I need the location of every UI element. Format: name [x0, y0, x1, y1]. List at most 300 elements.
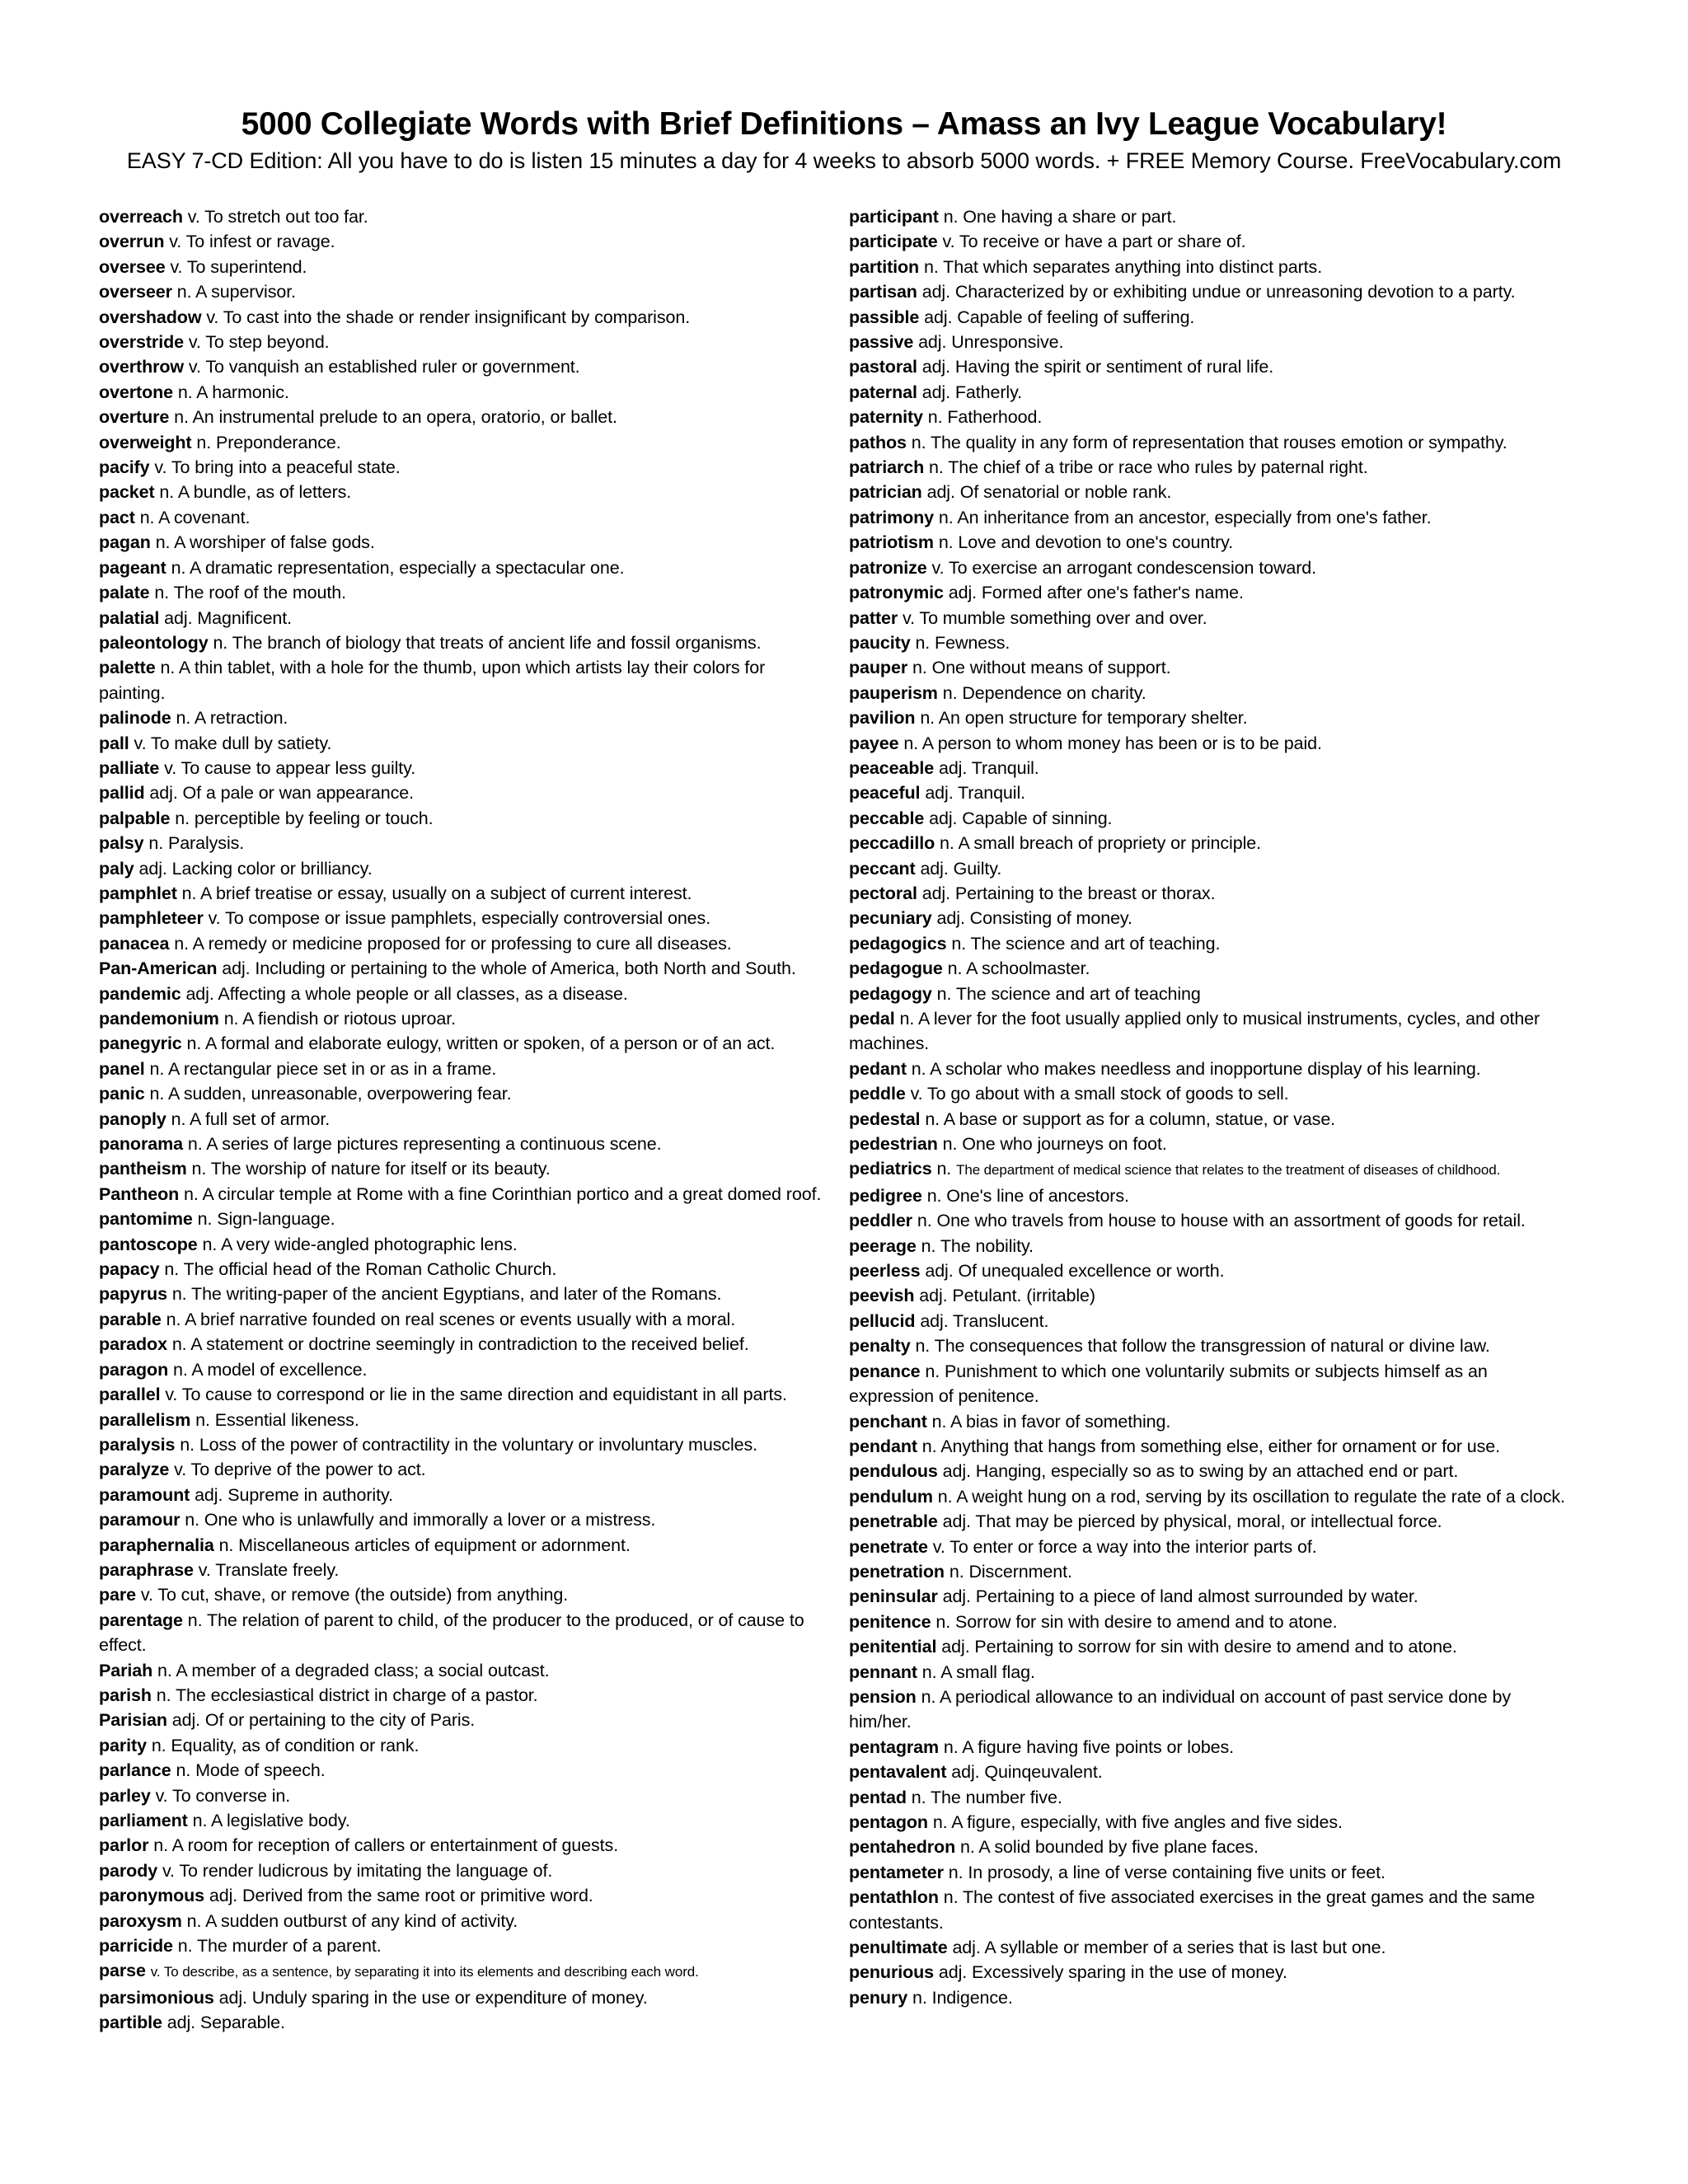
- vocab-entry: [99, 831, 832, 855]
- vocab-definition: n. One who travels from house to house with an assortment of goods for retail.: [917, 1211, 1526, 1231]
- vocab-definition: v. Translate freely.: [198, 1559, 340, 1580]
- vocab-term: overtone: [99, 382, 173, 402]
- vocab-entry: [99, 1558, 832, 1582]
- vocab-entry: [99, 530, 832, 555]
- vocab-entry: [99, 806, 832, 831]
- vocab-entry: [849, 1660, 1574, 1685]
- vocab-term: pamphleteer: [99, 908, 204, 929]
- vocab-entry: [99, 1132, 832, 1156]
- vocab-definition: adj. Pertaining to a piece of land almost surrounded by water.: [942, 1586, 1418, 1607]
- vocab-term: parish: [99, 1685, 152, 1705]
- vocab-term: paternal: [849, 382, 917, 402]
- vocab-entry: [849, 1860, 1574, 1885]
- vocab-definition: n. Equality, as of condition or rank.: [151, 1735, 420, 1755]
- vocab-definition: n. That which separates anything into distinct parts.: [923, 256, 1323, 277]
- vocab-entry: [99, 1307, 832, 1332]
- vocab-term: penurious: [849, 1962, 935, 1983]
- vocab-definition: n. A statement or doctrine seemingly in contradiction to the received belief.: [171, 1334, 749, 1355]
- vocab-term: participate: [849, 232, 938, 252]
- vocab-term: partisan: [849, 282, 917, 302]
- vocab-term: palinode: [99, 708, 171, 729]
- vocab-term: parsimonious: [99, 1987, 214, 2008]
- vocab-entry: [849, 1584, 1574, 1609]
- vocab-term: partition: [849, 256, 920, 277]
- vocab-entry: [849, 380, 1574, 405]
- vocab-definition: n. A supervisor.: [176, 282, 296, 302]
- vocab-definition: adj. Consisting of money.: [936, 908, 1132, 929]
- vocab-entry: [99, 1985, 832, 2010]
- vocab-entry: [849, 806, 1574, 831]
- vocab-definition: n. A brief narrative founded on real scenes or events usually with a moral.: [166, 1309, 736, 1329]
- vocab-entry: [99, 229, 832, 254]
- vocab-entry: [849, 1559, 1574, 1584]
- vocab-entry: [99, 455, 832, 480]
- vocab-definition: adj. Capable of feeling of suffering.: [924, 307, 1195, 327]
- vocab-definition: v. To cut, shave, or remove (the outside) from anything.: [140, 1585, 569, 1605]
- vocab-entry: [849, 705, 1574, 730]
- vocab-definition: n. A small breach of propriety or principle.: [940, 833, 1261, 854]
- vocab-entry: [99, 705, 832, 730]
- vocab-definition: n. The science and art of teaching: [936, 983, 1201, 1004]
- vocab-entry: [849, 1183, 1574, 1208]
- vocab-term: penitence: [849, 1611, 931, 1632]
- vocab-term: pavilion: [849, 708, 916, 729]
- vocab-entry: [99, 2010, 832, 2035]
- vocab-term: packet: [99, 482, 155, 503]
- vocab-term: paralyze: [99, 1460, 170, 1480]
- vocab-definition: n. The branch of biology that treats of ancient life and fossil organisms.: [213, 632, 762, 653]
- vocab-term: overweight: [99, 432, 192, 452]
- vocab-definition: n. The contest of five associated exercises in the great games and the same contestants.: [849, 1887, 1536, 1933]
- vocab-definition: n. A covenant.: [139, 507, 251, 527]
- vocab-entry: [99, 655, 832, 705]
- vocab-definition: n. The ecclesiastical district in charge of a pastor.: [156, 1685, 538, 1705]
- vocab-term: patriotism: [849, 532, 934, 553]
- vocab-definition: adj. Of senatorial or noble rank.: [926, 482, 1172, 503]
- vocab-definition: adj. Affecting a whole people or all classes, as a disease.: [185, 983, 628, 1004]
- vocab-term: parlance: [99, 1760, 171, 1781]
- vocab-term: paleontology: [99, 632, 209, 653]
- vocab-entry: [849, 480, 1574, 504]
- vocab-definition: adj. Including or pertaining to the whole of America, both North and South.: [222, 958, 796, 979]
- vocab-term: peninsular: [849, 1586, 938, 1607]
- vocab-term: pediatrics: [849, 1159, 932, 1179]
- vocab-term: penury: [849, 1987, 908, 2008]
- vocab-definition: adj. Capable of sinning.: [929, 808, 1113, 828]
- vocab-entry: [99, 354, 832, 379]
- vocab-entry: [849, 255, 1574, 279]
- vocab-term: penetration: [849, 1561, 945, 1582]
- vocab-definition: n. A legislative body.: [192, 1811, 350, 1830]
- vocab-term: pandemonium: [99, 1009, 219, 1029]
- vocab-term: parallel: [99, 1385, 161, 1405]
- vocab-definition: n. Anything that hangs from something else, either for ornament or for use.: [921, 1436, 1500, 1456]
- vocab-term: Pariah: [99, 1660, 153, 1680]
- vocab-term: patronymic: [849, 583, 944, 603]
- vocab-term: pedestal: [849, 1108, 921, 1129]
- vocab-entry: [99, 505, 832, 530]
- vocab-term: penchant: [849, 1411, 927, 1432]
- vocab-entry: [99, 1182, 832, 1207]
- vocab-entry: [849, 1885, 1574, 1935]
- vocab-term: papyrus: [99, 1284, 167, 1305]
- vocab-term: peccadillo: [849, 833, 935, 854]
- vocab-definition: n. Love and devotion to one's country.: [938, 532, 1234, 553]
- vocab-definition: v. To converse in.: [155, 1785, 291, 1806]
- vocab-term: payee: [849, 733, 899, 753]
- vocab-term: peaceful: [849, 783, 921, 804]
- vocab-entry: [99, 780, 832, 805]
- vocab-entry: [849, 405, 1574, 429]
- vocab-definition: adj. Magnificent.: [164, 607, 293, 628]
- vocab-definition: n. A rectangular piece set in or as in a frame.: [149, 1058, 497, 1079]
- vocab-entry: [849, 1057, 1574, 1081]
- vocab-definition: n. A person to whom money has been or is to be paid.: [903, 733, 1322, 753]
- vocab-definition: n. The science and art of teaching.: [951, 933, 1221, 954]
- vocab-entry: [99, 1282, 832, 1306]
- vocab-definition: n. Miscellaneous articles of equipment or adornment.: [218, 1535, 631, 1555]
- vocab-definition: n. A member of a degraded class; a social outcast.: [157, 1660, 550, 1680]
- vocab-entry: [99, 380, 832, 405]
- vocab-term: patrician: [849, 482, 922, 503]
- vocab-definition: adj. Unduly sparing in the use or expenditure of money.: [218, 1987, 648, 2008]
- vocab-entry: [99, 1232, 832, 1257]
- vocab-entry: [99, 1207, 832, 1231]
- vocab-definition: n. The roof of the mouth.: [154, 583, 346, 603]
- vocab-definition: n. Fatherhood.: [927, 407, 1043, 428]
- vocab-term: peddler: [849, 1211, 912, 1231]
- vocab-term: pantomime: [99, 1209, 193, 1230]
- vocab-entry: [99, 1057, 832, 1081]
- vocab-entry: [849, 305, 1574, 330]
- vocab-term: pecuniary: [849, 908, 932, 929]
- vocab-term: pageant: [99, 557, 166, 578]
- vocab-entry: [849, 1333, 1574, 1358]
- vocab-entry: [99, 555, 832, 580]
- vocab-term: paraphernalia: [99, 1535, 214, 1555]
- vocab-definition: n. A sudden, unreasonable, overpowering fear.: [149, 1084, 512, 1104]
- vocab-definition: adj. Translucent.: [920, 1310, 1049, 1331]
- vocab-definition: n. perceptible by feeling or touch.: [175, 808, 434, 828]
- vocab-definition: v. To bring into a peaceful state.: [154, 457, 401, 478]
- vocab-term: paralysis: [99, 1434, 176, 1455]
- vocab-definition: n. A circular temple at Rome with a fine Corinthian portico and a great domed roof.: [184, 1183, 822, 1204]
- vocab-term: peccable: [849, 808, 925, 828]
- page-title: 5000 Collegiate Words with Brief Definitions – Amass an Ivy League Vocabulary!: [241, 106, 1447, 142]
- vocab-entry: [849, 1409, 1574, 1434]
- vocab-definition: n. The official head of the Roman Catholic Church.: [164, 1259, 557, 1280]
- vocab-entry: [849, 681, 1574, 705]
- vocab-entry: [849, 756, 1574, 780]
- vocab-entry: [99, 756, 832, 780]
- vocab-definition: n. One without means of support.: [912, 658, 1171, 678]
- vocab-entry: [849, 204, 1574, 229]
- vocab-entry: [849, 1634, 1574, 1659]
- vocab-definition: n. A figure having five points or lobes.: [943, 1736, 1235, 1757]
- vocab-definition: n. An inheritance from an ancestor, especially from one's father.: [938, 507, 1432, 527]
- vocab-entry: [849, 1935, 1574, 1960]
- vocab-term: parricide: [99, 1936, 173, 1957]
- vocab-term: peerless: [849, 1261, 921, 1282]
- vocab-entry: [99, 1031, 832, 1056]
- vocab-definition: n. The relation of parent to child, of the producer to the produced, or of cause to effect.: [99, 1610, 804, 1656]
- vocab-term: pacify: [99, 457, 150, 478]
- vocab-entry: [99, 1658, 832, 1683]
- vocab-entry: [99, 1958, 832, 1985]
- vocab-definition: v. To enter or force a way into the interior parts of.: [932, 1536, 1317, 1557]
- vocab-definition: v. To cast into the shade or render insignificant by comparison.: [206, 307, 691, 327]
- vocab-term: pendant: [849, 1436, 917, 1456]
- page-subtitle: EASY 7-CD Edition: All you have to do is listen 15 minutes a day for 4 weeks to absorb 5000 words. + FREE Memory Course. FreeVocabulary.com: [126, 148, 1562, 173]
- vocab-term: pentavalent: [849, 1762, 947, 1783]
- vocab-term: overture: [99, 407, 170, 428]
- vocab-definition: v. To infest or ravage.: [169, 232, 335, 252]
- vocab-entry: [99, 1081, 832, 1106]
- vocab-entry: [99, 1408, 832, 1432]
- vocab-definition: n. A series of large pictures representing a continuous scene.: [187, 1134, 662, 1155]
- vocab-definition: v. To vanquish an established ruler or government.: [188, 357, 580, 377]
- vocab-definition: n. A figure, especially, with five angles and five sides.: [932, 1812, 1343, 1832]
- vocab-term: penetrate: [849, 1536, 928, 1557]
- vocab-definition-detail: The department of medical science that relates to the treatment of diseases of childhood.: [956, 1162, 1501, 1179]
- vocab-term: parley: [99, 1785, 151, 1806]
- vocab-entry: [99, 1808, 832, 1833]
- vocab-entry: [849, 530, 1574, 555]
- vocab-entry: [849, 1208, 1574, 1233]
- vocab-term: pantheism: [99, 1159, 187, 1179]
- vocab-entry: [99, 1833, 832, 1858]
- vocab-term: overshadow: [99, 307, 202, 327]
- vocab-definition: n. One's line of ancestors.: [926, 1185, 1129, 1206]
- vocab-entry: [849, 906, 1574, 930]
- vocab-term: panoply: [99, 1108, 166, 1129]
- vocab-entry: [849, 1283, 1574, 1308]
- vocab-entry: [849, 982, 1574, 1006]
- vocab-term: patronize: [849, 557, 927, 578]
- vocab-entry: [99, 1708, 832, 1732]
- vocab-definition: v. To step beyond.: [188, 332, 330, 353]
- vocab-definition: n. The murder of a parent.: [177, 1936, 382, 1957]
- vocab-term: pedal: [849, 1009, 895, 1029]
- vocab-definition: v. To make dull by satiety.: [134, 733, 332, 753]
- vocab-entry: [849, 330, 1574, 354]
- vocab-definition: adj. Separable.: [166, 2013, 285, 2033]
- vocab-definition: n. Loss of the power of contractility in the voluntary or involuntary muscles.: [180, 1434, 758, 1455]
- vocab-term: pentagram: [849, 1736, 940, 1757]
- vocab-definition: n. Fewness.: [915, 632, 1010, 653]
- vocab-entry: [849, 1156, 1574, 1183]
- vocab-entry: [99, 1758, 832, 1783]
- vocab-term: pauperism: [849, 682, 938, 703]
- vocab-term: pauper: [849, 658, 908, 678]
- vocab-entry: [99, 204, 832, 229]
- vocab-entry: [849, 780, 1574, 805]
- vocab-entry: [849, 505, 1574, 530]
- vocab-entry: [99, 931, 832, 956]
- right-column: [849, 204, 1574, 2010]
- vocab-term: penetrable: [849, 1511, 938, 1532]
- vocab-term: palate: [99, 583, 150, 603]
- vocab-definition: n. The consequences that follow the transgression of natural or divine law.: [915, 1336, 1490, 1357]
- vocab-term: participant: [849, 207, 939, 227]
- vocab-entry: [99, 956, 832, 981]
- vocab-entry: [99, 1858, 832, 1883]
- vocab-term: parallelism: [99, 1409, 191, 1430]
- vocab-term: palette: [99, 658, 156, 678]
- vocab-definition: v. To go about with a small stock of goods to sell.: [910, 1084, 1289, 1104]
- vocab-definition: adj. Tranquil.: [925, 783, 1026, 804]
- vocab-term: peevish: [849, 1286, 915, 1306]
- vocab-entry: [849, 229, 1574, 254]
- vocab-definition: n. A full set of armor.: [171, 1108, 331, 1129]
- vocab-definition: adj. Derived from the same root or primitive word.: [209, 1886, 593, 1906]
- vocab-term: panegyric: [99, 1033, 182, 1054]
- vocab-entry: [849, 956, 1574, 981]
- vocab-definition: n. A thin tablet, with a hole for the thumb, upon which artists lay their colors for painting.: [99, 658, 766, 703]
- vocab-term: overreach: [99, 207, 183, 227]
- vocab-definition: n. Indigence.: [912, 1987, 1013, 2008]
- vocab-entry: [99, 1357, 832, 1382]
- vocab-term: paradox: [99, 1334, 167, 1355]
- vocab-entry: [849, 606, 1574, 630]
- vocab-definition: adj. Quinqeuvalent.: [951, 1762, 1103, 1783]
- vocab-definition: v. To describe, as a sentence, by separating it into its elements and describing each word.: [150, 1964, 699, 1980]
- vocab-term: parentage: [99, 1610, 183, 1630]
- vocab-entry: [99, 1006, 832, 1031]
- vocab-term: paramount: [99, 1484, 190, 1505]
- vocab-definition: adj. Characterized by or exhibiting undue or unreasoning devotion to a party.: [921, 282, 1516, 302]
- vocab-entry: [99, 1582, 832, 1607]
- vocab-definition: n. In prosody, a line of verse containing five units or feet.: [948, 1862, 1386, 1882]
- vocab-entry: [849, 1107, 1574, 1132]
- vocab-entry: [99, 606, 832, 630]
- vocab-entry: [99, 1608, 832, 1658]
- vocab-entry: [849, 1685, 1574, 1735]
- vocab-entry: [849, 655, 1574, 680]
- vocab-definition: adj. Supreme in authority.: [195, 1484, 393, 1505]
- vocab-entry: [99, 1332, 832, 1357]
- vocab-term: paroxysm: [99, 1910, 182, 1931]
- vocab-term: pentahedron: [849, 1837, 956, 1858]
- vocab-entry: [99, 1382, 832, 1407]
- vocab-definition: adj. Pertaining to sorrow for sin with desire to amend and to atone.: [941, 1637, 1457, 1657]
- vocab-definition: v. To exercise an arrogant condescension toward.: [931, 557, 1317, 578]
- vocab-definition: n. A brief treatise or essay, usually on a subject of current interest.: [181, 883, 692, 903]
- vocab-entry: [849, 881, 1574, 906]
- vocab-term: Pan-American: [99, 958, 218, 979]
- vocab-term: pedagogy: [849, 983, 932, 1004]
- vocab-term: patter: [849, 607, 898, 628]
- vocab-definition: n. A model of excellence.: [173, 1359, 368, 1380]
- vocab-entry: [99, 580, 832, 605]
- vocab-term: pamphlet: [99, 883, 177, 903]
- vocab-term: papacy: [99, 1259, 160, 1280]
- vocab-entry: [99, 1909, 832, 1933]
- vocab-entry: [99, 480, 832, 504]
- vocab-definition: adj. Of or pertaining to the city of Paris.: [171, 1710, 476, 1731]
- vocab-definition: adj. Of unequaled excellence or worth.: [925, 1261, 1225, 1282]
- vocab-entry: [849, 1810, 1574, 1835]
- vocab-term: parody: [99, 1860, 158, 1881]
- vocab-definition: n. One having a share or part.: [943, 207, 1177, 227]
- vocab-term: panel: [99, 1058, 145, 1079]
- vocab-definition: n. Essential likeness.: [195, 1409, 359, 1430]
- vocab-definition: n. An instrumental prelude to an opera, oratorio, or ballet.: [174, 407, 617, 428]
- vocab-entry: [99, 906, 832, 930]
- vocab-entry: [99, 731, 832, 756]
- vocab-definition: n. Dependence on charity.: [942, 682, 1146, 703]
- vocab-term: pact: [99, 507, 135, 527]
- vocab-definition: adj. Fatherly.: [921, 382, 1022, 402]
- vocab-definition: n. Punishment to which one voluntarily submits or subjects himself as an expression of penitence.: [849, 1361, 1488, 1407]
- vocab-definition: n. The nobility.: [921, 1235, 1034, 1256]
- vocab-term: pedagogics: [849, 933, 947, 954]
- vocab-term: pentathlon: [849, 1887, 939, 1908]
- vocab-term: panacea: [99, 933, 170, 954]
- vocab-entry: [849, 1960, 1574, 1985]
- vocab-entry: [849, 931, 1574, 956]
- vocab-definition: v. To deprive of the power to act.: [174, 1460, 426, 1480]
- vocab-definition: n. A solid bounded by five plane faces.: [959, 1837, 1259, 1858]
- vocab-entry: [99, 305, 832, 330]
- vocab-definition: n. A worshiper of false gods.: [155, 532, 375, 553]
- vocab-term: parse: [99, 1961, 146, 1981]
- vocab-term: pandemic: [99, 983, 181, 1004]
- vocab-term: penance: [849, 1361, 921, 1381]
- vocab-definition: adj. Unresponsive.: [918, 332, 1064, 353]
- vocab-entry: [99, 405, 832, 429]
- vocab-definition: n. A periodical allowance to an individual on account of past service done by him/her.: [849, 1686, 1512, 1732]
- vocab-entry: [849, 731, 1574, 756]
- vocab-term: overrun: [99, 232, 165, 252]
- vocab-term: parable: [99, 1309, 162, 1329]
- vocab-entry: [849, 1509, 1574, 1534]
- vocab-term: pall: [99, 733, 129, 753]
- vocab-entry: [849, 430, 1574, 455]
- vocab-term: pennant: [849, 1661, 917, 1682]
- vocab-entry: [99, 1156, 832, 1181]
- vocab-term: pedigree: [849, 1185, 922, 1206]
- vocab-entry: [849, 1835, 1574, 1859]
- vocab-entry: [99, 1107, 832, 1132]
- vocab-definition: v. To cause to appear less guilty.: [164, 757, 416, 778]
- vocab-definition: n. A dramatic representation, especially a spectacular one.: [171, 557, 625, 578]
- vocab-definition: adj. Excessively sparing in the use of money.: [938, 1962, 1287, 1983]
- vocab-term: overthrow: [99, 357, 185, 377]
- vocab-entry: [849, 1234, 1574, 1258]
- vocab-entry: [849, 1735, 1574, 1760]
- vocab-definition: adj. Formed after one's father's name.: [948, 583, 1244, 603]
- vocab-term: pectoral: [849, 883, 917, 903]
- vocab-term: pentad: [849, 1787, 907, 1807]
- vocab-term: oversee: [99, 256, 166, 277]
- vocab-definition: n. A base or support as for a column, statue, or vase.: [925, 1108, 1336, 1129]
- vocab-definition: n. A small flag.: [921, 1661, 1035, 1682]
- vocab-entry: [849, 580, 1574, 605]
- vocab-definition: adj. Having the spirit or sentiment of rural life.: [921, 357, 1274, 377]
- vocab-entry: [99, 279, 832, 304]
- vocab-definition: v. To receive or have a part or share of.: [942, 232, 1246, 252]
- vocab-entry: [849, 1132, 1574, 1156]
- vocab-entry: [99, 1457, 832, 1482]
- vocab-entry: [99, 1883, 832, 1908]
- vocab-term: pare: [99, 1585, 137, 1605]
- vocab-term: peaceable: [849, 757, 935, 778]
- vocab-definition: n. Mode of speech.: [176, 1760, 326, 1781]
- vocab-definition: v. To cause to correspond or lie in the same direction and equidistant in all parts.: [165, 1385, 787, 1405]
- vocab-entry: [99, 630, 832, 655]
- vocab-entry: [849, 1985, 1574, 2010]
